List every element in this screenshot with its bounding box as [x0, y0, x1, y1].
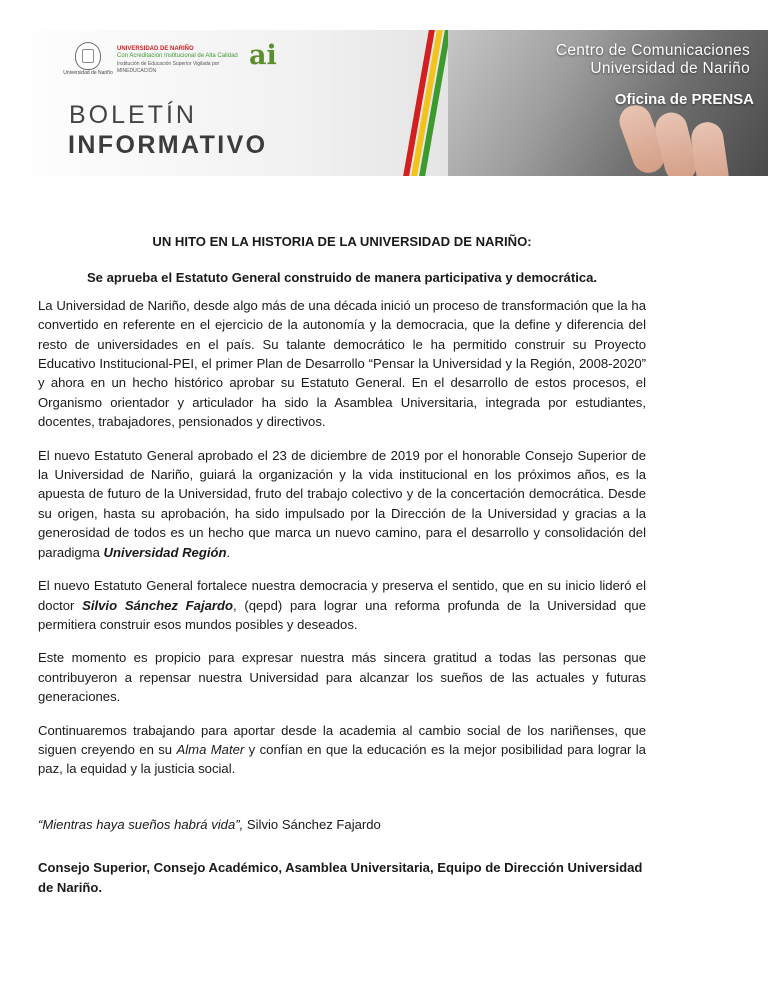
press-office-label: Oficina de PRENSA: [614, 91, 754, 108]
paragraph-2-text: El nuevo Estatuto General aprobado el 23 de diciembre de 2019 por el honorable Consejo Superior de la Universidad de Nariño, guiará la organización y la vida institucional en los próximos años, es la apuesta de futuro de la Universidad, fruto del trabajo colectivo y de la concertación democrática. Desde su origen, hasta su aprobación, ha sido impulsado por la Dirección de la Universidad y gracias a la generosidad de todos es un hecho que marca un nuevo camino, para el desarrollo y consolidación del paradigma: [38, 447, 646, 560]
communications-center-title: [556, 42, 750, 78]
center-title-line1: Centro de Comunicaciones: [555, 42, 750, 59]
mineducacion-text: Institución de Educación Superior Vigilada por MINEDUCACIÓN: [117, 61, 220, 74]
quote-author: Silvio Sánchez Fajardo: [243, 816, 381, 832]
paragraph-1: La Universidad de Nariño, desde algo más de una década inició un proceso de transformación que la ha convertido en referente en el ejercicio de la autonomía y la democracia, que la define y diferencia del resto de universidades en el país. Su talante democrático le ha permitido construir su Proyecto Educativo Institucional-PEI, el primer Plan de Desarrollo “Pensar la Universidad y la Región, 2008-2020” y ahora en un hecho histórico aprobar su Estatuto General. En el desarrollo de estos procesos, el Organismo orientador y articulador ha sido la Asamblea Universitaria, integrada por estudiantes, docentes, trabajadores, pensionados y directivos.: [38, 297, 646, 430]
crest-caption: Universidad de Nariño: [63, 70, 113, 76]
smartphone-hand-photo: [448, 30, 768, 176]
center-title-line2: Universidad de Nariño: [590, 60, 750, 77]
headline: UN HITO EN LA HISTORIA DE LA UNIVERSIDAD DE NARIÑO:: [152, 234, 532, 249]
accreditation-ai-letters: ai: [249, 40, 277, 71]
paragraph-4: Este momento es propicio para expresar nuestra más sincera gratitud a todas las personas que contribuyeron a repensar nuestra Universidad para alcanzar los sueños de las actuales y futuras generaciones.: [38, 650, 646, 705]
subheadline: Se aprueba el Estatuto General construido de manera participativa y democrática.: [86, 270, 598, 286]
institution-name: UNIVERSIDAD DE NARIÑO: [117, 46, 194, 52]
bulletin-banner: [0, 30, 768, 176]
signature-block: Consejo Superior, Consejo Académico, Asamblea Universitaria, Equipo de Dirección Universidad de Nariño.: [38, 860, 643, 895]
universidad-region-emphasis: Universidad Región: [103, 544, 227, 560]
paragraph-2-end: .: [226, 544, 231, 560]
accreditation-text: Con Acreditación Institucional de Alta Calidad: [117, 53, 238, 59]
alma-mater-emphasis: Alma Mater: [176, 741, 245, 757]
bulletin-title-line2: INFORMATIVO: [68, 131, 268, 159]
paragraph-2: [38, 446, 646, 562]
quote-text: “Mientras haya sueños habrá vida”,: [38, 816, 244, 832]
accreditation-ai-logo: [249, 42, 277, 69]
paragraph-5-end: y confían en que la educación es la mejor posibilidad para lograr la paz, la equidad y la justicia social.: [38, 741, 646, 777]
paragraph-3: [38, 576, 646, 634]
bulletin-body: [38, 232, 646, 910]
finger-graphic: [689, 120, 730, 176]
paragraph-3-end: , (qepd) para lograr una reforma profunda de la Universidad que permitiera construir esos mundos posibles y deseados.: [38, 597, 646, 632]
paragraph-5: [38, 721, 646, 779]
bulletin-title-line1: BOLETÍN: [69, 101, 197, 129]
paragraph-5-start: Continuaremos trabajando para aportar desde la academia al cambio social de los nariñenses, que siguen creyendo en su: [38, 722, 646, 757]
silvio-sanchez-emphasis: Silvio Sánchez Fajardo: [82, 597, 233, 613]
university-crest-icon: [75, 42, 101, 70]
closing-quote: [38, 815, 646, 834]
paragraph-3-start: El nuevo Estatuto General fortalece nuestra democracia y preserva el sentido, que en su inicio lideró el doctor: [38, 578, 646, 613]
